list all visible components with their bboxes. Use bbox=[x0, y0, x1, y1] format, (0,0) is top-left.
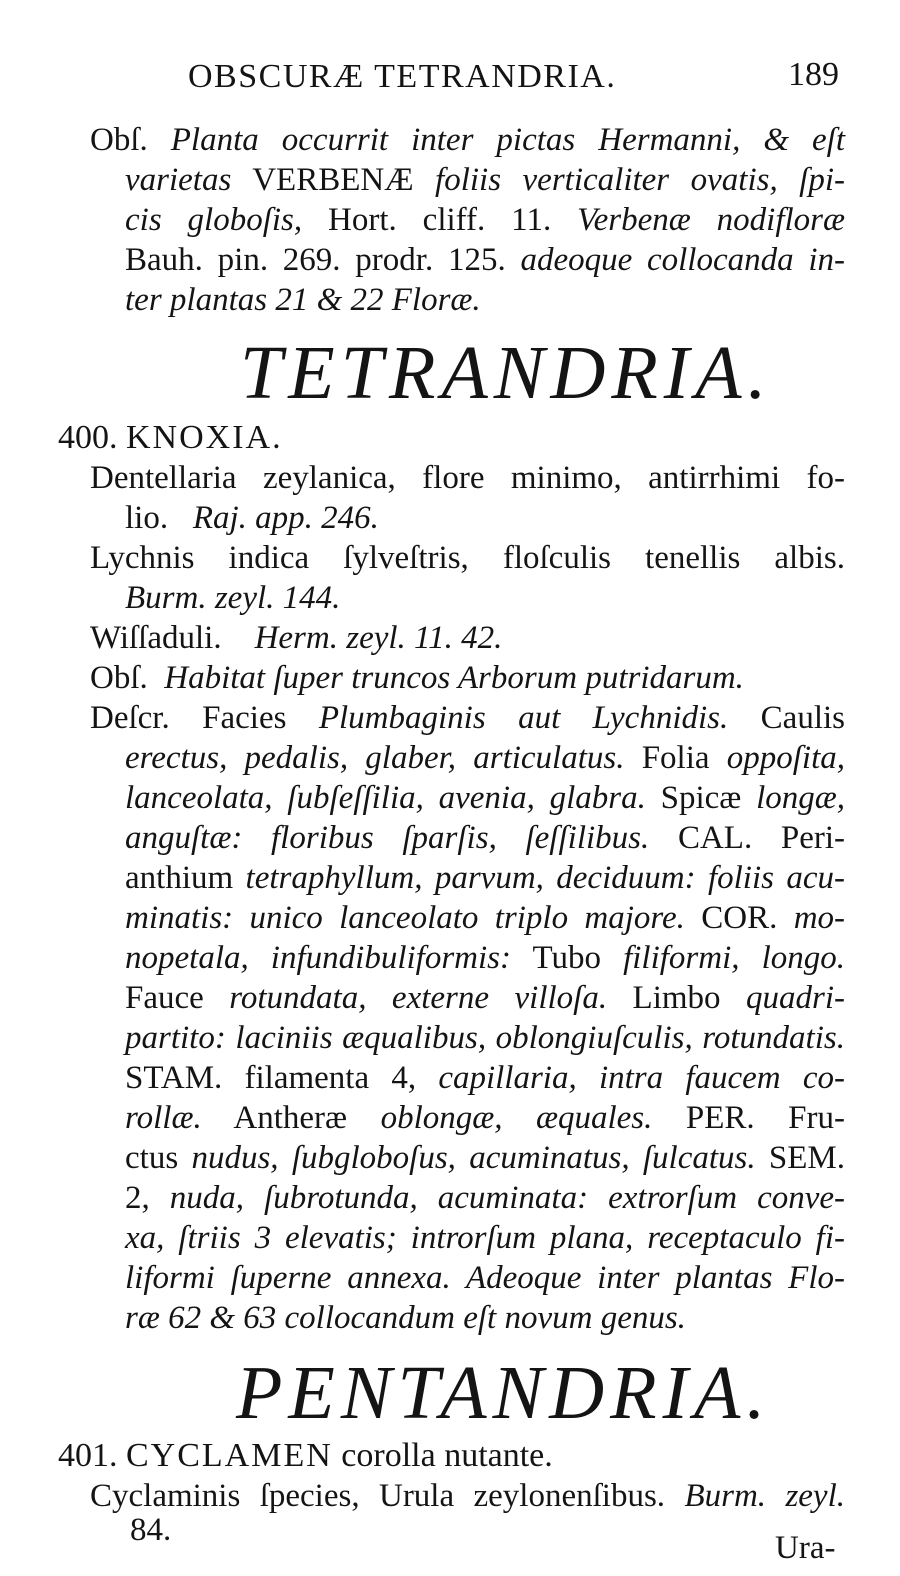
descr-text: ctus bbox=[125, 1140, 179, 1176]
synonym-text: Wiſſaduli. bbox=[90, 620, 222, 656]
synonym-1a: Dentellaria zeylanica, flore minimo, antirrhimi fo- bbox=[90, 460, 845, 496]
synonym-1b bbox=[125, 498, 379, 538]
reference: Burm. zeyl. bbox=[684, 1478, 846, 1514]
descr-line-12 bbox=[125, 1138, 845, 1178]
descr-line-6 bbox=[125, 898, 845, 938]
descr-text: STAM. bbox=[125, 1060, 223, 1096]
descr-line-7 bbox=[125, 938, 845, 978]
obs-text: Verbenæ nodifloræ bbox=[577, 202, 846, 238]
descr-line-9: partito: laciniis æqualibus, oblongiuſculis, rotundatis. bbox=[125, 1020, 845, 1056]
obs-text: adeoque collocanda in- bbox=[520, 242, 846, 278]
obs-text: Planta occurrit inter pictas Hermanni, & eſt bbox=[170, 122, 846, 158]
descr-text: mo- bbox=[793, 900, 846, 936]
descr-label: Deſcr. bbox=[90, 700, 170, 736]
synonym-2a: Lychnis indica ſylveſtris, floſculis tenellis albis. bbox=[90, 540, 845, 576]
descr-text: filamenta 4, bbox=[244, 1060, 417, 1096]
descr-line-1 bbox=[90, 698, 845, 738]
descr-text: capillaria, intra faucem co- bbox=[438, 1060, 845, 1096]
descr-line-5 bbox=[125, 858, 845, 898]
descr-text: filiformi, longo. bbox=[623, 940, 845, 976]
descr-text: anguſtæ: floribus ſparſis, ſeſſilibus. bbox=[125, 820, 650, 856]
entry-number: 400. bbox=[58, 419, 118, 456]
descr-text: SEM. bbox=[768, 1140, 846, 1176]
descr-text: lanceolata, ſubſeſſilia, avenia, glabra. bbox=[125, 780, 646, 816]
descr-text: PER. Fru- bbox=[685, 1100, 846, 1136]
synonym-401-2: 84. bbox=[130, 1512, 172, 1548]
descr-text: longæ, bbox=[756, 780, 846, 816]
descr-text: Facies bbox=[202, 700, 287, 736]
descr-line-10 bbox=[125, 1058, 845, 1098]
descr-text: anthium bbox=[125, 860, 234, 896]
descr-text: Fauce bbox=[125, 980, 204, 1016]
running-header: OBSCURÆ TETRANDRIA. bbox=[188, 58, 617, 95]
reference: Raj. app. 246. bbox=[192, 500, 379, 536]
descr-text: oppoſita, bbox=[726, 740, 846, 776]
descr-text: nopetala, infundibuliformis: bbox=[125, 940, 511, 976]
descr-line-4 bbox=[125, 818, 845, 858]
descr-line-14: xa, ſtriis 3 elevatis; introrſum plana, receptaculo fi- bbox=[125, 1220, 845, 1256]
descr-line-15: liformi ſuperne annexa. Adeoque inter plantas Flo- bbox=[125, 1260, 845, 1296]
genus-name: CYCLAMEN bbox=[126, 1437, 333, 1474]
descr-text: nuda, ſubrotunda, acuminata: extrorſum conve- bbox=[169, 1180, 845, 1216]
descr-text: Caulis bbox=[760, 700, 845, 736]
entry-number: 401. bbox=[58, 1437, 118, 1474]
obs-text: varietas bbox=[125, 162, 232, 198]
synonym-text: lio. bbox=[125, 500, 169, 536]
descr-text: CAL. Peri- bbox=[677, 820, 846, 856]
descr-text: Spicæ bbox=[660, 780, 742, 816]
descr-line-2 bbox=[125, 738, 845, 778]
descr-text: nudus, ſubgloboſus, acuminatus, ſulcatus. bbox=[191, 1140, 756, 1176]
page-number: 189 bbox=[788, 56, 839, 93]
reference: Herm. zeyl. 11. 42. bbox=[254, 620, 503, 656]
descr-text: Plumbaginis aut Lychnidis. bbox=[318, 700, 729, 736]
catchword: Ura- bbox=[775, 1530, 836, 1566]
descr-line-3 bbox=[125, 778, 845, 818]
descr-text: 2, bbox=[125, 1180, 150, 1216]
descr-text: quadri- bbox=[746, 980, 846, 1016]
entry-400-heading bbox=[58, 418, 283, 458]
descr-line-13 bbox=[125, 1178, 845, 1218]
obs-line-5: ter plantas 21 & 22 Floræ. bbox=[125, 282, 481, 318]
descr-text: Tubo bbox=[532, 940, 601, 976]
obs-label: Obſ. bbox=[90, 122, 148, 158]
descr-text: minatis: unico lanceolato triplo majore. bbox=[125, 900, 685, 936]
section-heading-pentandria: PENTANDRIA. bbox=[236, 1351, 772, 1435]
obs-text: foliis verticaliter ovatis, ſpi- bbox=[435, 162, 846, 198]
descr-text: oblongæ, æquales. bbox=[380, 1100, 653, 1136]
entry-401-heading bbox=[58, 1436, 553, 1476]
descr-text: Folia bbox=[641, 740, 710, 776]
obs-line-1 bbox=[90, 120, 845, 160]
synonym-3 bbox=[90, 618, 502, 658]
habitat-line bbox=[90, 658, 744, 698]
genus-name: KNOXIA. bbox=[126, 419, 283, 456]
descr-line-8 bbox=[125, 978, 845, 1018]
synonym-2b: Burm. zeyl. 144. bbox=[125, 580, 341, 616]
obs-label: Obſ. bbox=[90, 660, 148, 696]
reference: Bauh. pin. 269. prodr. 125. bbox=[125, 242, 506, 278]
obs-text: cis globoſis, bbox=[125, 202, 303, 238]
descr-text: rotundata, externe villoſa. bbox=[229, 980, 608, 1016]
descr-text: Limbo bbox=[632, 980, 721, 1016]
genus-description: corolla nutante. bbox=[341, 1437, 553, 1474]
obs-line-2 bbox=[125, 160, 845, 200]
descr-line-11 bbox=[125, 1098, 845, 1138]
descr-text: rollæ. bbox=[125, 1100, 202, 1136]
genus-name: VERBENÆ bbox=[252, 162, 414, 198]
obs-line-3 bbox=[125, 200, 845, 240]
descr-text: erectus, pedalis, glaber, articulatus. bbox=[125, 740, 625, 776]
synonym-401-1 bbox=[90, 1476, 845, 1516]
section-heading-tetrandria: TETRANDRIA. bbox=[240, 331, 773, 415]
descr-text: Antheræ bbox=[233, 1100, 348, 1136]
habitat-text: Habitat ſuper truncos Arborum putridarum. bbox=[164, 660, 744, 696]
obs-line-4 bbox=[125, 240, 845, 280]
synonym-text: Cyclaminis ſpecies, Urula zeylonenſibus. bbox=[90, 1478, 666, 1514]
descr-text: tetraphyllum, parvum, deciduum: foliis acu- bbox=[245, 860, 845, 896]
descr-text: COR. bbox=[701, 900, 778, 936]
reference: Hort. cliff. 11. bbox=[328, 202, 552, 238]
descr-line-16: ræ 62 & 63 collocandum eſt novum genus. bbox=[125, 1300, 686, 1336]
